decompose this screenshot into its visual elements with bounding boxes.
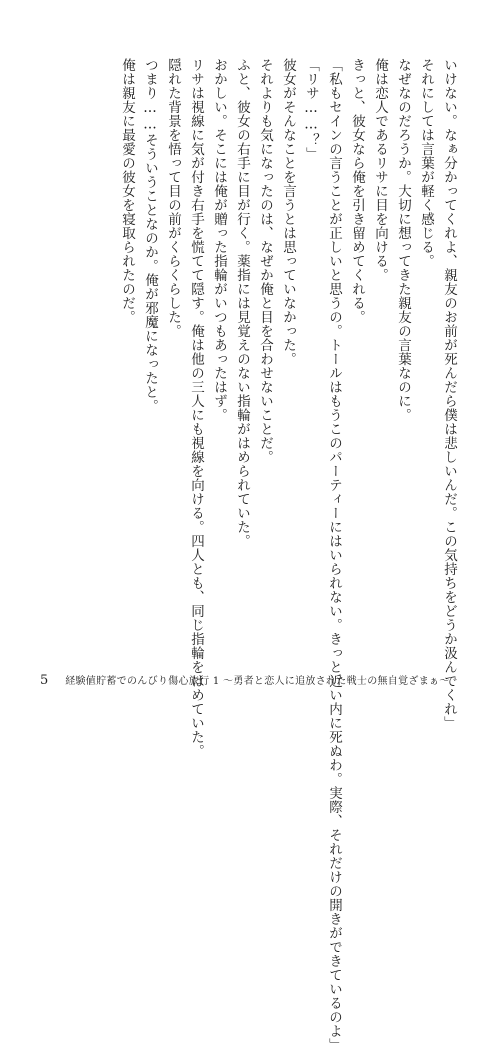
paragraph-line: それにしては言葉が軽く感じる。 [418, 58, 434, 268]
paragraph-line: 「リサ……？」 [303, 58, 319, 161]
paragraph-line: きっと、彼女なら俺を引き留めてくれる。 [349, 58, 365, 324]
paragraph-line: それよりも気になったのは、なぜか俺と目を合わせないことだ。 [257, 58, 273, 464]
paragraph-line: 彼女がそんなことを言うとは思っていなかった。 [280, 58, 296, 366]
paragraph-line: ふと、彼女の右手に目が行く。薬指には見覚えのない指輪がはめられていた。 [234, 58, 250, 548]
paragraph-line: リサは視線に気が付き右手を慌てて隠す。俺は他の三人にも視線を向ける。四人とも、同じ指輪をはめていた。 [188, 58, 204, 758]
paragraph-line: 俺は恋人であるリサに目を向ける。 [372, 58, 388, 282]
running-title: 経験値貯蓄でのんびり傷心旅行 1 〜勇者と恋人に追放された戦士の無自覚ざまぁ〜 [65, 676, 450, 687]
paragraph-line: おかしい。そこには俺が贈った指輪がいつもあったはず。 [211, 58, 227, 422]
paragraph-line: つまり……そういうことなのか。俺が邪魔になったと。 [142, 58, 158, 413]
page-footer [40, 672, 450, 688]
paragraph-line: なぜなのだろうか。大切に想ってきた親友の言葉なのに。 [395, 58, 411, 422]
paragraph-line: 俺は親友に最愛の彼女を寝取られたのだ。 [119, 58, 135, 324]
page-number: 5 [40, 673, 49, 688]
paragraph-line: 隠れた背景を悟って目の前がくらくらした。 [165, 58, 181, 338]
paragraph-line: 「私もセインの言うことが正しいと思うの。トールはもうこのパーティーにはいられない。きっと近い内に死ぬわ。実際、それだけの開きができているのよ」 [326, 58, 342, 1052]
paragraph-line: いけない。なぁ分かってくれよ、親友のお前が死んだら僕は悲しいんだ。この気持ちをどうか汲んでくれ」 [441, 58, 457, 730]
